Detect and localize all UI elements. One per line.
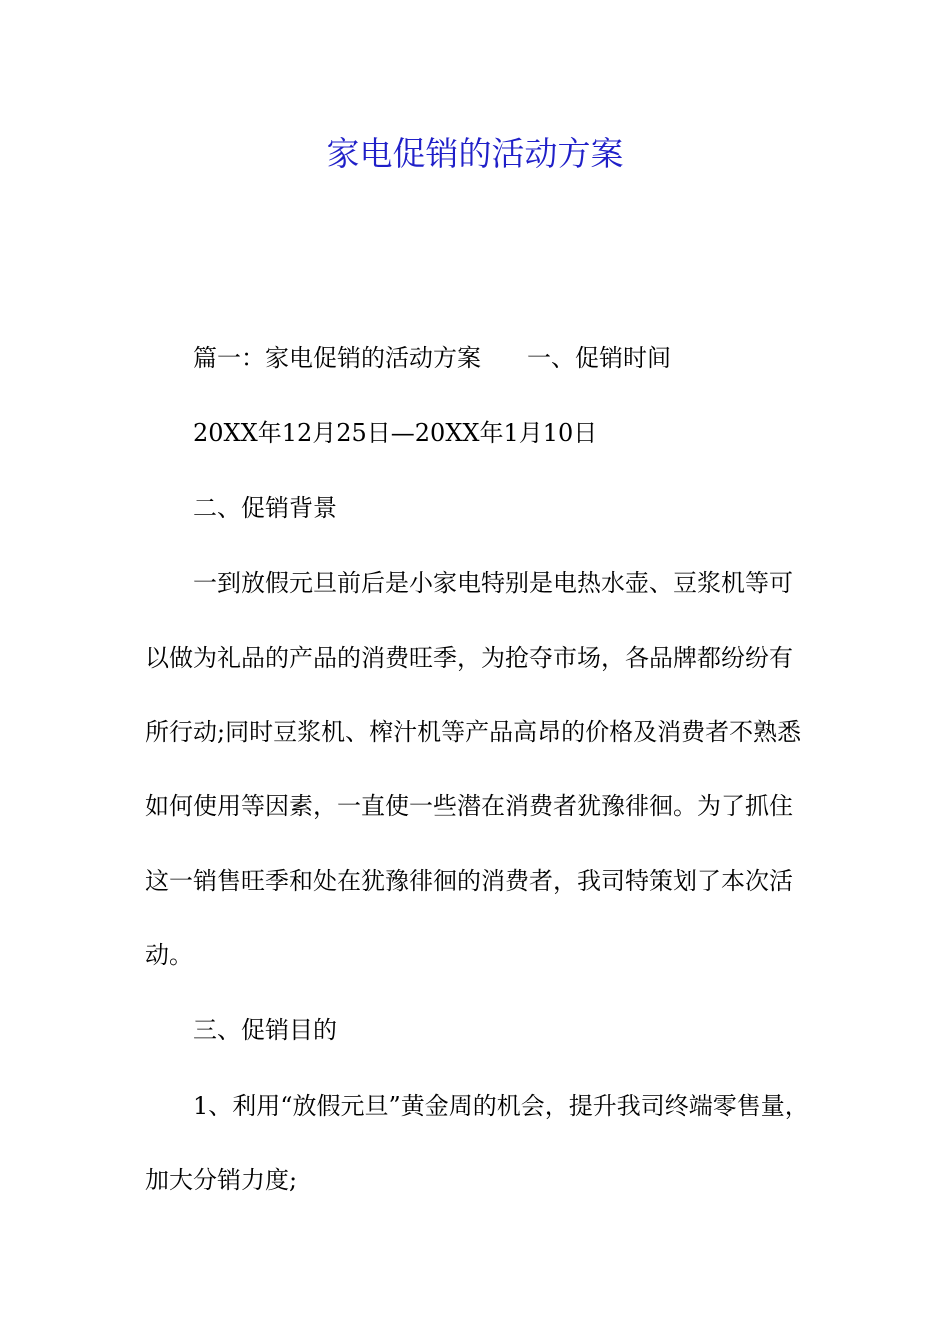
paragraph-line: 一到放假元旦前后是小家电特别是电热水壶、豆浆机等可	[193, 569, 793, 597]
paragraph-line: 如何使用等因素，一直使一些潜在消费者犹豫徘徊。为了抓住	[145, 792, 793, 820]
promotion-date-range: 20XX年12月25日—20XX年1月10日	[193, 419, 598, 447]
heading-line-1	[193, 342, 671, 374]
heading-promotion-background: 二、促销背景	[193, 494, 337, 522]
paragraph-line: 所行动;同时豆浆机、榨汁机等产品高昂的价格及消费者不熟悉	[145, 718, 802, 746]
section-title: 篇一：家电促销的活动方案	[193, 344, 481, 372]
heading-promotion-time: 一、促销时间	[527, 344, 671, 372]
paragraph-line: 1、利用“放假元旦”黄金周的机会，提升我司终端零售量，	[193, 1092, 809, 1120]
paragraph-line: 这一销售旺季和处在犹豫徘徊的消费者，我司特策划了本次活	[145, 867, 793, 895]
paragraph-line: 加大分销力度;	[145, 1166, 298, 1194]
paragraph-line: 以做为礼品的产品的消费旺季，为抢夺市场，各品牌都纷纷有	[145, 644, 793, 672]
paragraph-line: 动。	[145, 941, 193, 969]
document-title: 家电促销的活动方案	[326, 134, 624, 173]
heading-promotion-purpose: 三、促销目的	[193, 1016, 337, 1044]
